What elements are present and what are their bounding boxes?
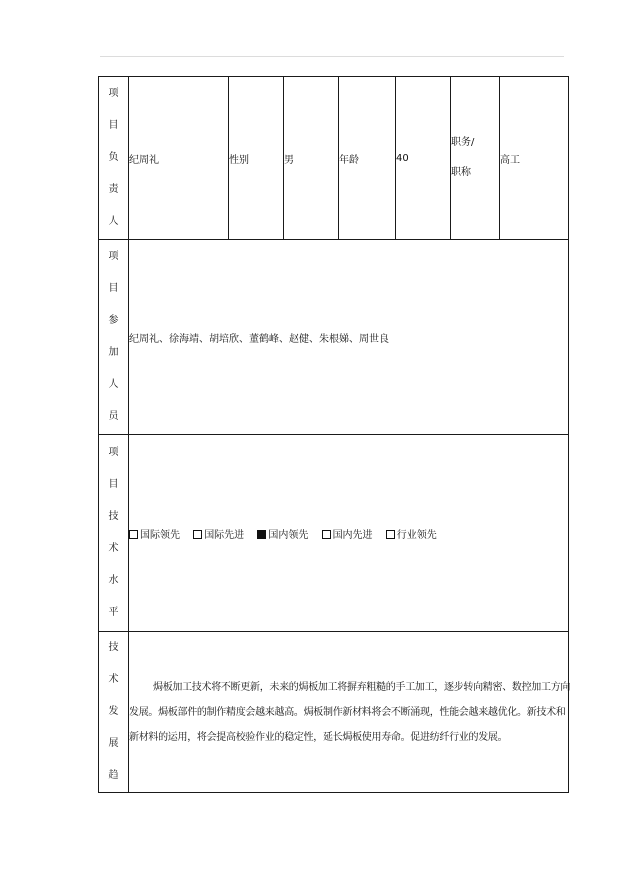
leader-name: 纪周礼 bbox=[129, 77, 229, 240]
title-label: 职务/ 职称 bbox=[451, 77, 500, 240]
row-tech-level bbox=[99, 435, 569, 632]
tech-trend-text-cell bbox=[129, 632, 569, 793]
project-form-table bbox=[98, 76, 569, 793]
checkbox-icon[interactable] bbox=[322, 530, 331, 539]
option-international-advanced[interactable]: 国际先进 bbox=[193, 526, 244, 541]
checkbox-icon[interactable] bbox=[129, 530, 138, 539]
option-international-leading[interactable]: 国际领先 bbox=[129, 526, 180, 541]
header-rule bbox=[100, 56, 564, 57]
age-value: 40 bbox=[396, 77, 451, 240]
participants-list: 纪周礼、徐海靖、胡培欣、董鹤峰、赵健、朱根娣、周世良 bbox=[129, 240, 569, 435]
row-project-leader bbox=[99, 77, 569, 240]
checkbox-icon[interactable] bbox=[386, 530, 395, 539]
row-tech-trend bbox=[99, 632, 569, 793]
tech-trend-paragraph: 焗板加工技术将不断更新，未来的焗板加工将摒弃粗糙的手工加工，逐步转向精密、数控加工方向发展。焗板部件的制作精度会越来越高。焗板制作新材料将会不断涌现，性能会越来越优化。新技术和新材料的运用，将会提高校验作业的稳定性，延长焗板使用寿命。促进纺纤行业的发展。 bbox=[129, 681, 571, 743]
option-domestic-leading[interactable]: 国内领先 bbox=[257, 526, 308, 541]
tech-level-options bbox=[129, 435, 569, 632]
label-tech-level: 项 目 技 术 水 平 bbox=[99, 435, 129, 632]
option-domestic-advanced[interactable]: 国内先进 bbox=[322, 526, 373, 541]
title-value: 高工 bbox=[500, 77, 569, 240]
age-label: 年龄 bbox=[339, 77, 396, 240]
checkbox-icon[interactable] bbox=[193, 530, 202, 539]
label-participants: 项 目 参 加 人 员 bbox=[99, 240, 129, 435]
option-industry-leading[interactable]: 行业领先 bbox=[386, 526, 437, 541]
label-tech-trend: 技 术 发 展 趋 bbox=[99, 632, 129, 793]
gender-value: 男 bbox=[284, 77, 339, 240]
checkbox-checked-icon[interactable] bbox=[257, 530, 266, 539]
gender-label: 性别 bbox=[229, 77, 284, 240]
row-participants bbox=[99, 240, 569, 435]
label-project-leader: 项 目 负 责 人 bbox=[99, 77, 129, 240]
